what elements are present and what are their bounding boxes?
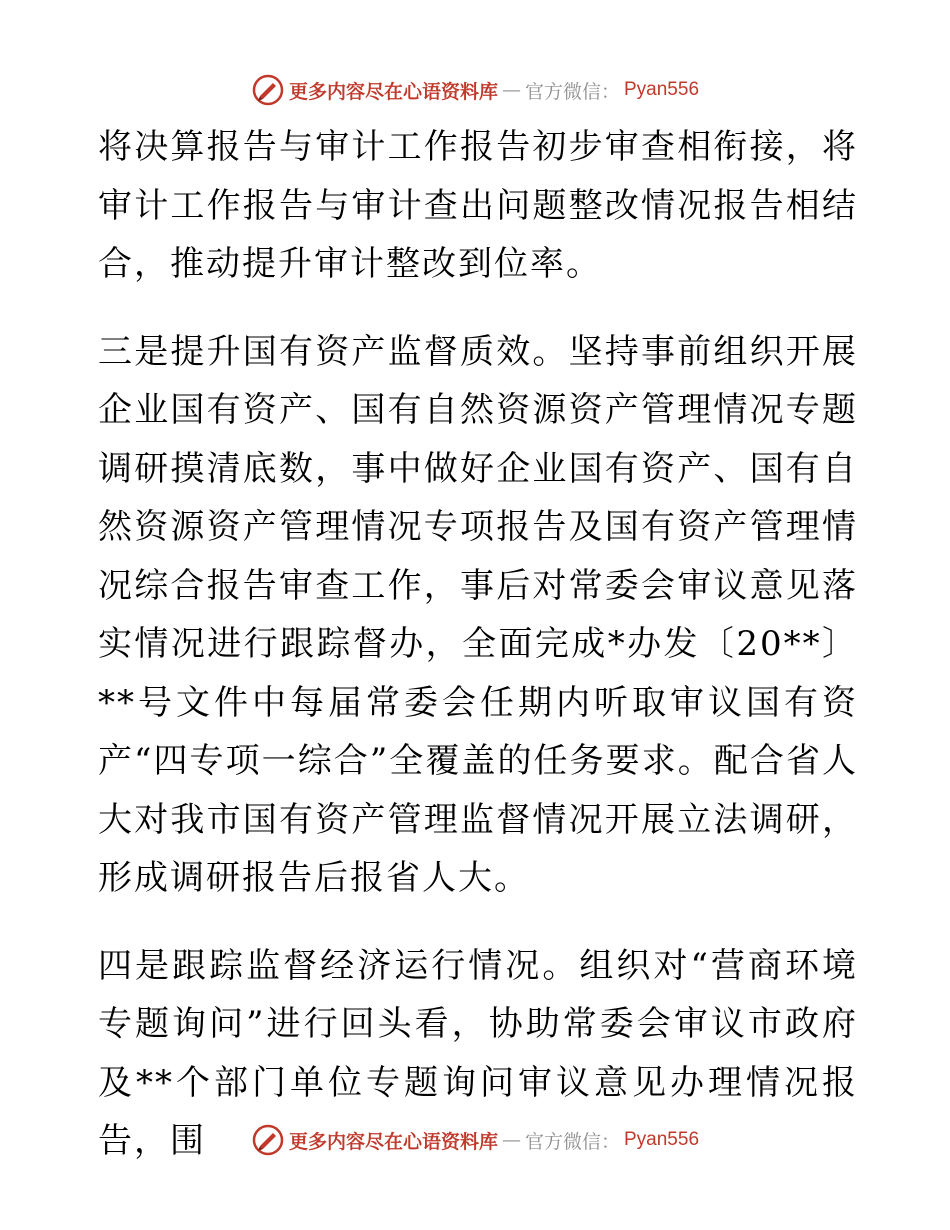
footer-wechat-id: Pyan556	[624, 1129, 700, 1150]
footer-banner	[0, 1120, 950, 1160]
header-banner-text: 更多内容尽在心语资料库	[288, 80, 498, 103]
paragraph-1: 将决算报告与审计工作报告初步审查相衔接，将审计工作报告与审计查出问题整改情况报告相结合，推动提升审计整改到位率。	[98, 127, 858, 284]
header-wechat-label: 官方微信：	[524, 80, 620, 103]
logo-icon	[251, 73, 285, 107]
paragraph-2: 三是提升国有资产监督质效。坚持事前组织开展企业国有资产、国有自然资源资产管理情况专题调研摸清底数，事中做好企业国有资产、国有自然资源资产管理情况专项报告及国有资产管理情况综合报告审查工作，事后对常委会审议意见落实情况进行跟踪督办，全面完成*办发〔20**〕**号文件中每届常委会任期内听取审议国有资产“四专项一综合”全覆盖的任务要求。配合省人大对我市国有资产管理监督情况开展立法调研，形成调研报告后报省人大。	[98, 331, 858, 898]
footer-separator: —	[501, 1129, 521, 1151]
logo-icon	[251, 1123, 285, 1157]
header-separator: —	[501, 79, 521, 101]
header-wechat-id: Pyan556	[624, 79, 700, 100]
document-body	[98, 118, 858, 1171]
footer-wechat-label: 官方微信：	[524, 1130, 620, 1153]
paragraph-3: 四是跟踪监督经济运行情况。组织对“营商环境专题询问”进行回头看，协助常委会审议市政府及**个部门单位专题询问审议意见办理情况报告，围	[98, 945, 858, 1161]
footer-banner-text: 更多内容尽在心语资料库	[288, 1130, 498, 1153]
header-banner	[0, 70, 950, 110]
